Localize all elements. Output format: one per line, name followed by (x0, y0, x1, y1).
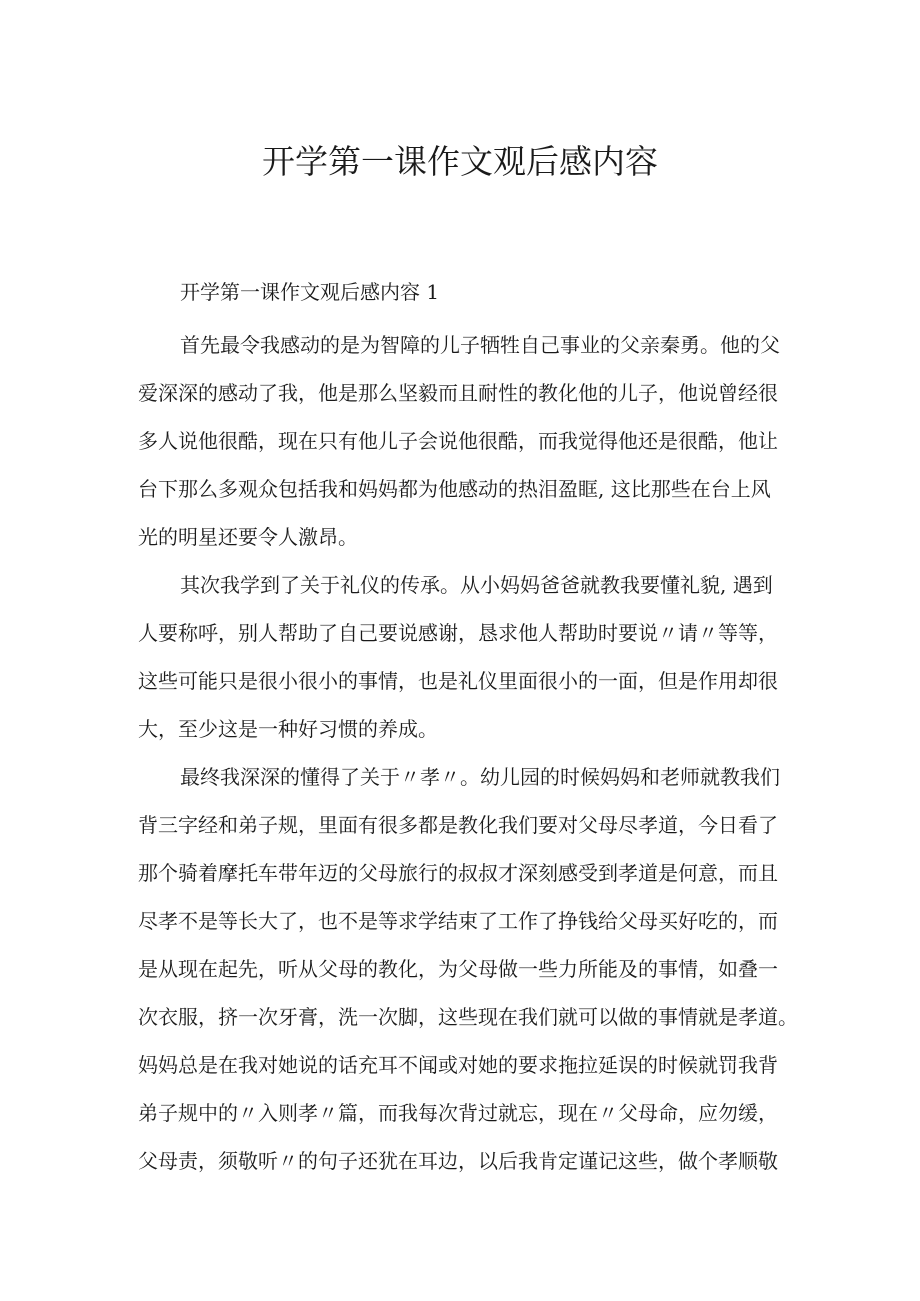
paragraph-1 (138, 321, 790, 561)
text-line: 这些可能只是很小很小的事情，也是礼仪里面很小的一面，但是作用却很 (138, 669, 778, 693)
text-line: 妈妈总是在我对她说的话充耳不闻或对她的要求拖拉延误的时候就罚我背 (138, 1053, 778, 1077)
text-line: 爱深深的感动了我，他是那么坚毅而且耐性的教化他的儿子，他说曾经很 (138, 381, 778, 405)
paragraph-2 (138, 561, 790, 753)
document-title: 开学第一课作文观后感内容 (262, 142, 658, 181)
text-line: 父母责，须敬听〃的句子还犹在耳边，以后我肯定谨记这些，做个孝顺敬 (138, 1149, 778, 1173)
text-line: 人要称呼，别人帮助了自己要说感谢，恳求他人帮助时要说〃请〃等等， (138, 621, 778, 645)
text-line: 首先最令我感动的是为智障的儿子牺牲自己事业的父亲秦勇。他的父 (180, 333, 780, 357)
text-line: 弟子规中的〃入则孝〃篇，而我每次背过就忘，现在〃父母命，应勿缓， (138, 1101, 778, 1125)
text-line: 最终我深深的懂得了关于〃孝〃。幼儿园的时候妈妈和老师就教我们 (180, 765, 780, 789)
text-line: 大，至少这是一种好习惯的养成。 (138, 717, 438, 741)
text-line: 多人说他很酷，现在只有他儿子会说他很酷，而我觉得他还是很酷，他让 (138, 429, 778, 453)
text-line: 光的明星还要令人激昂。 (138, 525, 358, 549)
document-body (138, 272, 798, 1185)
text-line: 其次我学到了关于礼仪的传承。从小妈妈爸爸就教我要懂礼貌, 遇到 (180, 573, 773, 597)
text-line: 那个骑着摩托车带年迈的父母旅行的叔叔才深刻感受到孝道是何意，而且 (138, 861, 778, 885)
text-line: 背三字经和弟子规，里面有很多都是教化我们要对父母尽孝道，今日看了 (138, 813, 778, 837)
paragraph-3 (138, 753, 798, 1185)
section-heading: 开学第一课作文观后感内容 1 (180, 280, 440, 304)
text-line: 次衣服，挤一次牙膏，洗一次脚，这些现在我们就可以做的事情就是孝道。 (138, 1005, 798, 1029)
text-line: 是从现在起先，听从父母的教化，为父母做一些力所能及的事情，如叠一 (138, 957, 778, 981)
text-line: 台下那么多观众包括我和妈妈都为他感动的热泪盈眶, 这比那些在台上风 (138, 477, 771, 501)
text-line: 尽孝不是等长大了，也不是等求学结束了工作了挣钱给父母买好吃的，而 (138, 909, 778, 933)
